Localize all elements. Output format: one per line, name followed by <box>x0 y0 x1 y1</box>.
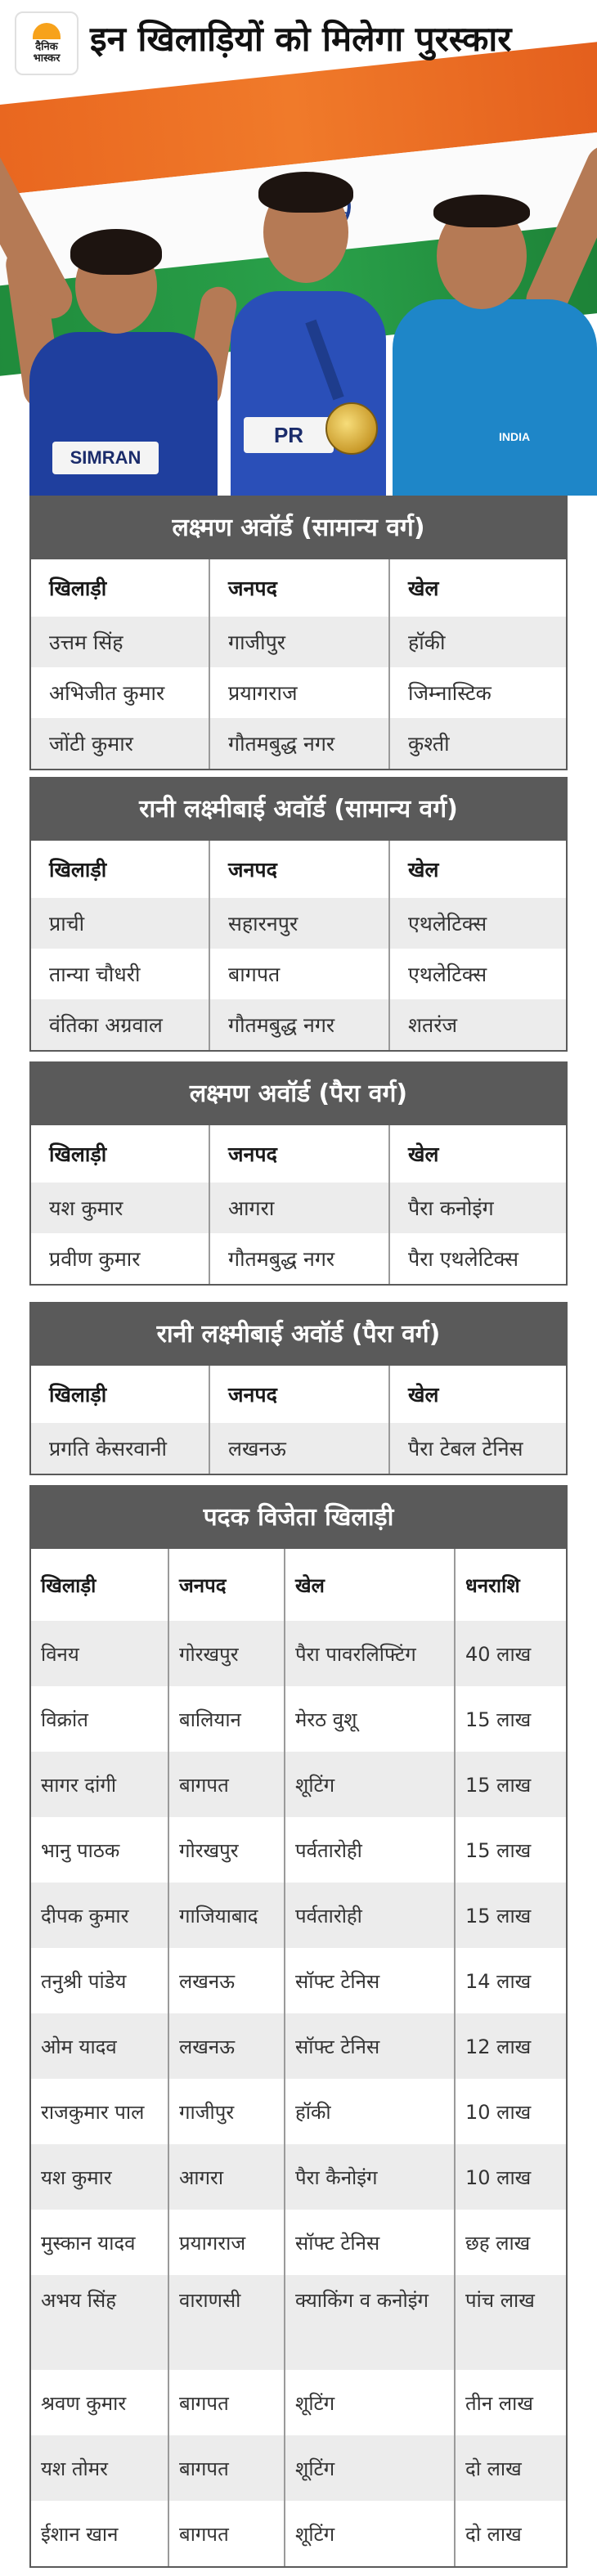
table-row <box>31 2144 566 2210</box>
cell-district: गौतमबुद्ध नगर <box>209 1233 389 1284</box>
award-table-rani-laxmibai-para <box>29 1302 568 1475</box>
table-row <box>31 1817 566 1883</box>
table-row <box>31 2013 566 2079</box>
cell-district: वाराणसी <box>168 2275 285 2370</box>
cell-sport: क्याकिंग व कनोइंग <box>285 2275 455 2370</box>
athletes-photo <box>0 147 597 496</box>
cell-player: जोंटी कुमार <box>31 718 209 769</box>
table-row <box>31 999 566 1050</box>
table-row <box>31 949 566 999</box>
cell-player: ओम यादव <box>31 2013 168 2079</box>
cell-player: प्राची <box>31 898 209 949</box>
logo-text-line1: दैनिक <box>35 40 58 53</box>
table-header-row <box>31 1125 566 1183</box>
cell-sport: जिम्नास्टिक <box>389 667 566 718</box>
table-title: लक्ष्मण अवॉर्ड (सामान्य वर्ग) <box>31 497 566 559</box>
col-header-player: खिलाड़ी <box>49 577 107 600</box>
cell-sport: एथलेटिक्स <box>389 898 566 949</box>
cell-prize: 15 लाख <box>455 1686 566 1752</box>
table-header-row <box>31 1549 566 1621</box>
cell-player: प्रवीण कुमार <box>49 1247 141 1271</box>
cell-player: यश तोमर <box>31 2435 168 2501</box>
cell-district: बालियान <box>168 1686 285 1752</box>
cell-sport: पैरा एथलेटिक्स <box>389 1233 566 1284</box>
cell-district: गौतमबुद्ध नगर <box>209 999 389 1050</box>
cell-prize: दो लाख <box>455 2501 566 2566</box>
cell-district: आगरा <box>168 2144 285 2210</box>
cell-player: विनय <box>31 1621 168 1686</box>
cell-sport: पैरा पावरलिफ्टिंग <box>285 1621 455 1686</box>
cell-district: गाजीपुर <box>209 617 389 667</box>
athlete-right-jersey <box>393 299 597 496</box>
table-row <box>31 718 566 769</box>
dainik-bhaskar-logo <box>15 11 79 75</box>
cell-player: ईशान खान <box>41 2522 119 2546</box>
table-row <box>31 898 566 949</box>
cell-prize: पांच लाख <box>455 2275 566 2370</box>
table-row <box>31 1948 566 2013</box>
cell-player: उत्तम सिंह <box>31 617 209 667</box>
col-header-sport: खेल <box>389 1125 566 1183</box>
table-row <box>31 1233 566 1284</box>
cell-district: प्रयागराज <box>168 2210 285 2275</box>
cell-player: सागर दांगी <box>31 1752 168 1817</box>
col-header-sport: खेल <box>285 1549 455 1621</box>
cell-sport: हॉकी <box>285 2079 455 2144</box>
cell-prize: 10 लाख <box>455 2079 566 2144</box>
table-title: लक्ष्मण अवॉर्ड (पैरा वर्ग) <box>31 1063 566 1125</box>
cell-sport: सॉफ्ट टेनिस <box>285 2210 455 2275</box>
col-header-sport: खेल <box>389 841 566 898</box>
cell-prize: 40 लाख <box>455 1621 566 1686</box>
table-header-row <box>31 841 566 898</box>
cell-prize: दो लाख <box>455 2435 566 2501</box>
cell-district: बागपत <box>168 2435 285 2501</box>
table-row <box>31 617 566 667</box>
cell-sport: शूटिंग <box>285 2501 455 2566</box>
table-header-row <box>31 1366 566 1423</box>
table-title: रानी लक्ष्मीबाई अवॉर्ड (सामान्य वर्ग) <box>31 779 566 841</box>
cell-player: अभिजीत कुमार <box>49 681 165 705</box>
table-row <box>31 1183 566 1233</box>
logo-text-line2: भास्कर <box>33 52 61 65</box>
table-row <box>31 667 566 718</box>
cell-district: लखनऊ <box>209 1423 389 1474</box>
table-row <box>31 1423 566 1474</box>
cell-prize: 14 लाख <box>455 1948 566 2013</box>
athlete-left-bib: SIMRAN <box>52 442 159 474</box>
cell-player: वंतिका अग्रवाल <box>31 999 209 1050</box>
col-header-district: जनपद <box>209 1366 389 1423</box>
col-header-prize-money: धनराशि <box>455 1549 566 1621</box>
cell-district: लखनऊ <box>168 2013 285 2079</box>
cell-player: प्रगति केसरवानी <box>31 1423 209 1474</box>
col-header-player: खिलाड़ी <box>49 858 107 882</box>
page-headline: इन खिलाड़ियों को मिलेगा पुरस्कार <box>90 19 512 59</box>
col-header-district: जनपद <box>168 1549 285 1621</box>
cell-district: आगरा <box>209 1183 389 1233</box>
cell-prize: 12 लाख <box>455 2013 566 2079</box>
cell-player: तनुश्री पांडेय <box>41 1969 127 1993</box>
cell-sport: शूटिंग <box>285 2370 455 2435</box>
table-row <box>31 1621 566 1686</box>
table-row <box>31 1752 566 1817</box>
table-header-row <box>31 559 566 617</box>
cell-sport: सॉफ्ट टेनिस <box>285 2013 455 2079</box>
cell-prize: छह लाख <box>455 2210 566 2275</box>
cell-sport: कुश्ती <box>389 718 566 769</box>
sun-logo-icon <box>33 23 61 39</box>
gold-medal-icon <box>325 402 378 455</box>
cell-player: राजकुमार पाल <box>41 2100 145 2124</box>
table-row <box>31 1686 566 1752</box>
cell-sport: शूटिंग <box>285 1752 455 1817</box>
cell-sport: पैरा टेबल टेनिस <box>389 1423 566 1474</box>
table-row <box>31 2210 566 2275</box>
cell-district: बागपत <box>209 949 389 999</box>
athlete-right-shirt-text: INDIA <box>499 430 531 443</box>
award-table-lakshman-para <box>29 1061 568 1286</box>
cell-player: श्रवण कुमार <box>41 2391 127 2415</box>
cell-player: भानु पाठक <box>41 1838 120 1862</box>
cell-player: मुस्कान यादव <box>41 2231 136 2255</box>
medal-table-title: पदक विजेता खिलाड़ी <box>31 1487 566 1549</box>
hero-banner <box>0 0 597 496</box>
col-header-player: खिलाड़ी <box>49 1142 107 1166</box>
col-header-district: जनपद <box>209 559 389 617</box>
cell-district: गोरखपुर <box>168 1817 285 1883</box>
col-header-player: खिलाड़ी <box>41 1573 97 1597</box>
cell-district: प्रयागराज <box>209 667 389 718</box>
col-header-sport: खेल <box>389 559 566 617</box>
cell-player: यश कुमार <box>31 1183 209 1233</box>
cell-sport: शूटिंग <box>285 2435 455 2501</box>
cell-sport: हॉकी <box>389 617 566 667</box>
cell-prize: 10 लाख <box>455 2144 566 2210</box>
cell-prize: 15 लाख <box>455 1752 566 1817</box>
cell-prize: तीन लाख <box>455 2370 566 2435</box>
cell-district: गाजियाबाद <box>168 1883 285 1948</box>
cell-sport: पर्वतारोही <box>285 1817 455 1883</box>
cell-player: दीपक कुमार <box>31 1883 168 1948</box>
col-header-sport: खेल <box>389 1366 566 1423</box>
cell-prize: 15 लाख <box>455 1883 566 1948</box>
col-header-player: खिलाड़ी <box>49 1383 107 1407</box>
table-row <box>31 2501 566 2566</box>
cell-player: यश कुमार <box>31 2144 168 2210</box>
cell-district: बागपत <box>168 1752 285 1817</box>
table-title: रानी लक्ष्मीबाई अवॉर्ड (पैरा वर्ग) <box>31 1304 566 1366</box>
col-header-district: जनपद <box>209 841 389 898</box>
table-row <box>31 2275 566 2370</box>
athlete-center-bib: PR <box>244 417 334 453</box>
cell-district: लखनऊ <box>168 1948 285 2013</box>
cell-sport: सॉफ्ट टेनिस <box>285 1948 455 2013</box>
cell-sport: पैरा कनोइंग <box>389 1183 566 1233</box>
cell-district: गाजीपुर <box>168 2079 285 2144</box>
award-table-rani-laxmibai-general <box>29 777 568 1052</box>
cell-district: गोरखपुर <box>168 1621 285 1686</box>
cell-sport: पैरा कैनोइंग <box>285 2144 455 2210</box>
cell-sport: पर्वतारोही <box>285 1883 455 1948</box>
col-header-district: जनपद <box>209 1125 389 1183</box>
table-row <box>31 1883 566 1948</box>
table-row <box>31 2370 566 2435</box>
cell-district: बागपत <box>168 2501 285 2566</box>
cell-sport: मेरठ वुशू <box>285 1686 455 1752</box>
cell-district: सहारनपुर <box>209 898 389 949</box>
cell-prize: 15 लाख <box>455 1817 566 1883</box>
cell-player: अभय सिंह <box>31 2275 168 2370</box>
cell-sport: शतरंज <box>389 999 566 1050</box>
cell-sport: एथलेटिक्स <box>389 949 566 999</box>
table-row <box>31 2079 566 2144</box>
cell-district: गौतमबुद्ध नगर <box>209 718 389 769</box>
cell-district: बागपत <box>168 2370 285 2435</box>
medal-winners-table <box>29 1485 568 2568</box>
cell-player: तान्या चौधरी <box>49 963 141 986</box>
cell-player: विक्रांत <box>41 1708 88 1731</box>
award-table-lakshman-general <box>29 496 568 770</box>
table-row <box>31 2435 566 2501</box>
